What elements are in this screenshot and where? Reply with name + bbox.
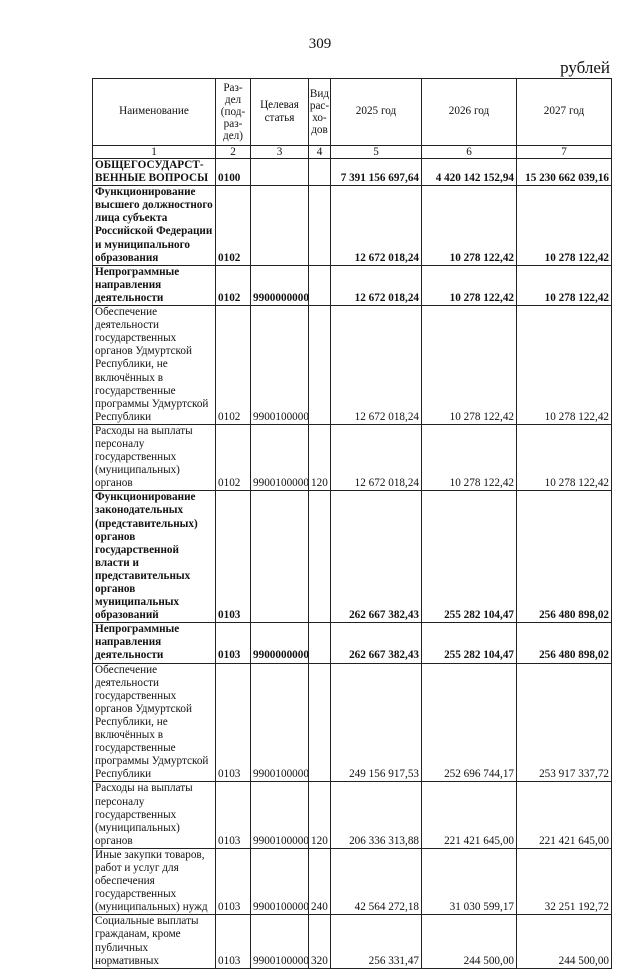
table-row: [93, 491, 612, 623]
row-name: Социальные выплаты гражданам, кроме публичных нормативных: [93, 915, 216, 968]
row-2026: 255 282 104,47: [422, 491, 517, 623]
row-target: 9900000000: [251, 623, 309, 663]
row-2026: 4 420 142 152,94: [422, 159, 517, 186]
row-2025: 12 672 018,24: [331, 265, 422, 305]
row-name: ОБЩЕГОСУДАРСТ-ВЕННЫЕ ВОПРОСЫ: [93, 159, 216, 186]
row-name: Непрограммные направления деятельности: [93, 265, 216, 305]
row-2027: 253 917 337,72: [517, 663, 612, 782]
row-target: [251, 159, 309, 186]
row-type: [309, 306, 331, 425]
row-2027: 10 278 122,42: [517, 424, 612, 490]
row-type: [309, 663, 331, 782]
row-2025: 42 564 272,18: [331, 848, 422, 914]
row-section: 0103: [216, 782, 251, 848]
row-type: 120: [309, 782, 331, 848]
col-num: 2: [216, 146, 251, 159]
row-2026: 244 500,00: [422, 915, 517, 968]
row-type: 120: [309, 424, 331, 490]
table-row: [93, 306, 612, 425]
row-2027: 10 278 122,42: [517, 265, 612, 305]
row-2027: 10 278 122,42: [517, 186, 612, 266]
row-section: 0103: [216, 623, 251, 663]
row-section: 0100: [216, 159, 251, 186]
row-2025: 262 667 382,43: [331, 623, 422, 663]
row-name: Обеспечение деятельности государственных органов Удмуртской Республики, не включённых в государственные программы Удмуртской Республики: [93, 306, 216, 425]
row-section: 0102: [216, 265, 251, 305]
row-type: [309, 623, 331, 663]
row-target: 9900100000: [251, 848, 309, 914]
row-target: 9900100000: [251, 306, 309, 425]
row-2027: 10 278 122,42: [517, 306, 612, 425]
header-2025: 2025 год: [331, 79, 422, 146]
header-2026: 2026 год: [422, 79, 517, 146]
row-2025: 206 336 313,88: [331, 782, 422, 848]
row-section: 0103: [216, 663, 251, 782]
table-row: [93, 265, 612, 305]
row-section: 0102: [216, 306, 251, 425]
table-row: [93, 782, 612, 848]
row-2026: 10 278 122,42: [422, 265, 517, 305]
table-row: [93, 915, 612, 968]
header-name: Наименование: [93, 79, 216, 146]
row-2026: 221 421 645,00: [422, 782, 517, 848]
header-type: Вид рас- хо- дов: [309, 79, 331, 146]
row-target: 9900100000: [251, 663, 309, 782]
row-target: [251, 186, 309, 266]
row-name: Расходы на выплаты персоналу государственных (муниципальных) органов: [93, 782, 216, 848]
row-2027: 256 480 898,02: [517, 623, 612, 663]
table-row: [93, 424, 612, 490]
row-type: 320: [309, 915, 331, 968]
header-target: Целевая статья: [251, 79, 309, 146]
row-name: Функционирование высшего должностного лица субъекта Российской Федерации и муниципального образования: [93, 186, 216, 266]
row-2025: 262 667 382,43: [331, 491, 422, 623]
row-2026: 252 696 744,17: [422, 663, 517, 782]
page-number: 309: [308, 36, 332, 52]
header-row: [93, 79, 612, 146]
row-2026: 10 278 122,42: [422, 424, 517, 490]
row-2025: 12 672 018,24: [331, 186, 422, 266]
row-2025: 249 156 917,53: [331, 663, 422, 782]
col-num: 6: [422, 146, 517, 159]
col-num: 5: [331, 146, 422, 159]
row-name: Иные закупки товаров, работ и услуг для обеспечения государственных (муниципальных) нужд: [93, 848, 216, 914]
row-target: 9900100000: [251, 424, 309, 490]
row-2027: 256 480 898,02: [517, 491, 612, 623]
row-target: 9900100000: [251, 915, 309, 968]
row-target: 9900100000: [251, 782, 309, 848]
table-row: [93, 663, 612, 782]
col-num: 7: [517, 146, 612, 159]
row-type: [309, 186, 331, 266]
row-name: Обеспечение деятельности государственных органов Удмуртской Республики, не включённых в государственные программы Удмуртской Республики: [93, 663, 216, 782]
table-row: [93, 623, 612, 663]
table-row: [93, 159, 612, 186]
col-num: 3: [251, 146, 309, 159]
row-name: Непрограммные направления деятельности: [93, 623, 216, 663]
row-section: 0103: [216, 491, 251, 623]
row-2027: 15 230 662 039,16: [517, 159, 612, 186]
row-name: Расходы на выплаты персоналу государственных (муниципальных) органов: [93, 424, 216, 490]
row-2026: 31 030 599,17: [422, 848, 517, 914]
row-section: 0102: [216, 186, 251, 266]
row-type: [309, 265, 331, 305]
row-type: [309, 159, 331, 186]
row-2026: 255 282 104,47: [422, 623, 517, 663]
row-2026: 10 278 122,42: [422, 306, 517, 425]
col-num: 1: [93, 146, 216, 159]
row-2025: 12 672 018,24: [331, 424, 422, 490]
row-section: 0102: [216, 424, 251, 490]
row-target: 9900000000: [251, 265, 309, 305]
row-name: Функционирование законодательных (представительных) органов государственной власти и представительных органов муниципальных образований: [93, 491, 216, 623]
row-section: 0103: [216, 848, 251, 914]
row-2027: 221 421 645,00: [517, 782, 612, 848]
row-2026: 10 278 122,42: [422, 186, 517, 266]
header-section: Раз- дел (под- раз- дел): [216, 79, 251, 146]
column-number-row: [93, 146, 612, 159]
table-row: [93, 186, 612, 266]
row-2025: 12 672 018,24: [331, 306, 422, 425]
row-target: [251, 491, 309, 623]
col-num: 4: [309, 146, 331, 159]
budget-table: [92, 78, 612, 969]
row-type: 240: [309, 848, 331, 914]
row-2027: 32 251 192,72: [517, 848, 612, 914]
row-2025: 7 391 156 697,64: [331, 159, 422, 186]
row-2025: 256 331,47: [331, 915, 422, 968]
row-type: [309, 491, 331, 623]
unit-label: рублей: [560, 58, 610, 77]
header-2027: 2027 год: [517, 79, 612, 146]
row-section: 0103: [216, 915, 251, 968]
row-2027: 244 500,00: [517, 915, 612, 968]
